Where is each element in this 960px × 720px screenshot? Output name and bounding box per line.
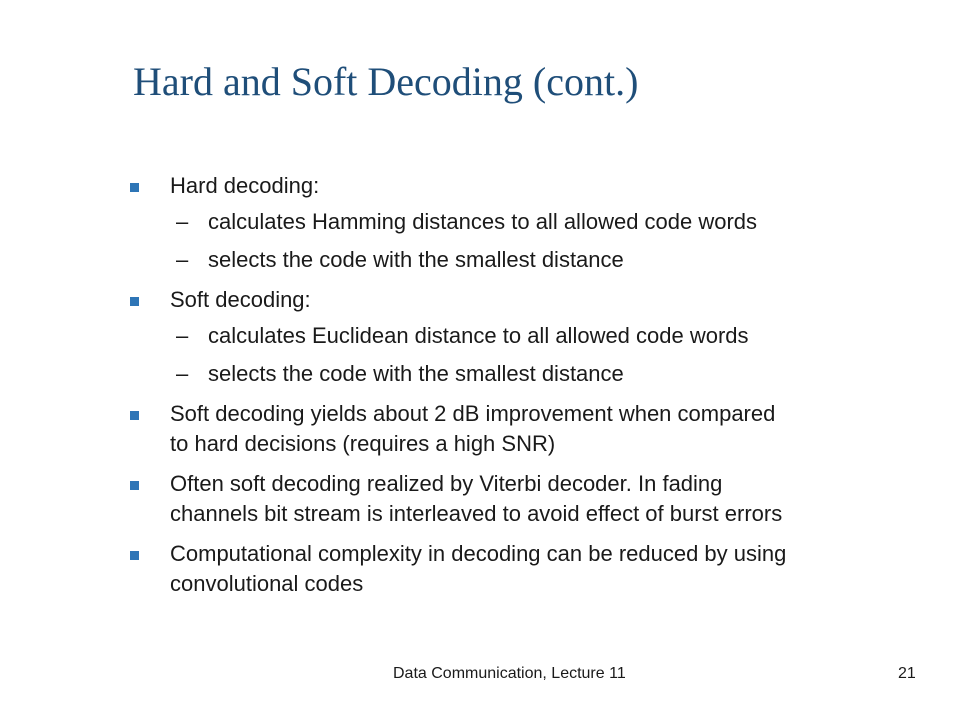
bullet-text-line-1: Soft decoding yields about 2 dB improvement when compared <box>170 401 776 426</box>
dash-icon: – <box>176 209 189 234</box>
square-bullet-icon <box>130 481 139 490</box>
dash-icon: – <box>176 323 189 348</box>
slide-title: Hard and Soft Decoding (cont.) <box>133 59 639 104</box>
sub-bullet-text: calculates Hamming distances to all allowed code words <box>208 209 758 234</box>
footer-lecture-label: Data Communication, Lecture 11 <box>393 665 626 682</box>
sub-bullet-text: selects the code with the smallest distance <box>208 361 624 386</box>
square-bullet-icon <box>130 411 139 420</box>
bullet-text-line-2: convolutional codes <box>170 571 364 596</box>
bullet-text: Hard decoding: <box>170 173 320 198</box>
bullet-text: Soft decoding: <box>170 287 311 312</box>
sub-bullet-text: selects the code with the smallest distance <box>208 247 624 272</box>
page-number: 21 <box>898 665 916 682</box>
dash-icon: – <box>176 361 189 386</box>
square-bullet-icon <box>130 183 139 192</box>
slide-footer <box>0 660 960 688</box>
square-bullet-icon <box>130 551 139 560</box>
square-bullet-icon <box>130 297 139 306</box>
dash-icon: – <box>176 247 189 272</box>
bullet-text-line-1: Computational complexity in decoding can be reduced by using <box>170 541 787 566</box>
bullet-text-line-2: channels bit stream is interleaved to avoid effect of burst errors <box>170 501 783 526</box>
bullet-text-line-2: to hard decisions (requires a high SNR) <box>170 431 556 456</box>
bullet-text-line-1: Often soft decoding realized by Viterbi decoder. In fading <box>170 471 723 496</box>
sub-bullet-text: calculates Euclidean distance to all allowed code words <box>208 323 749 348</box>
